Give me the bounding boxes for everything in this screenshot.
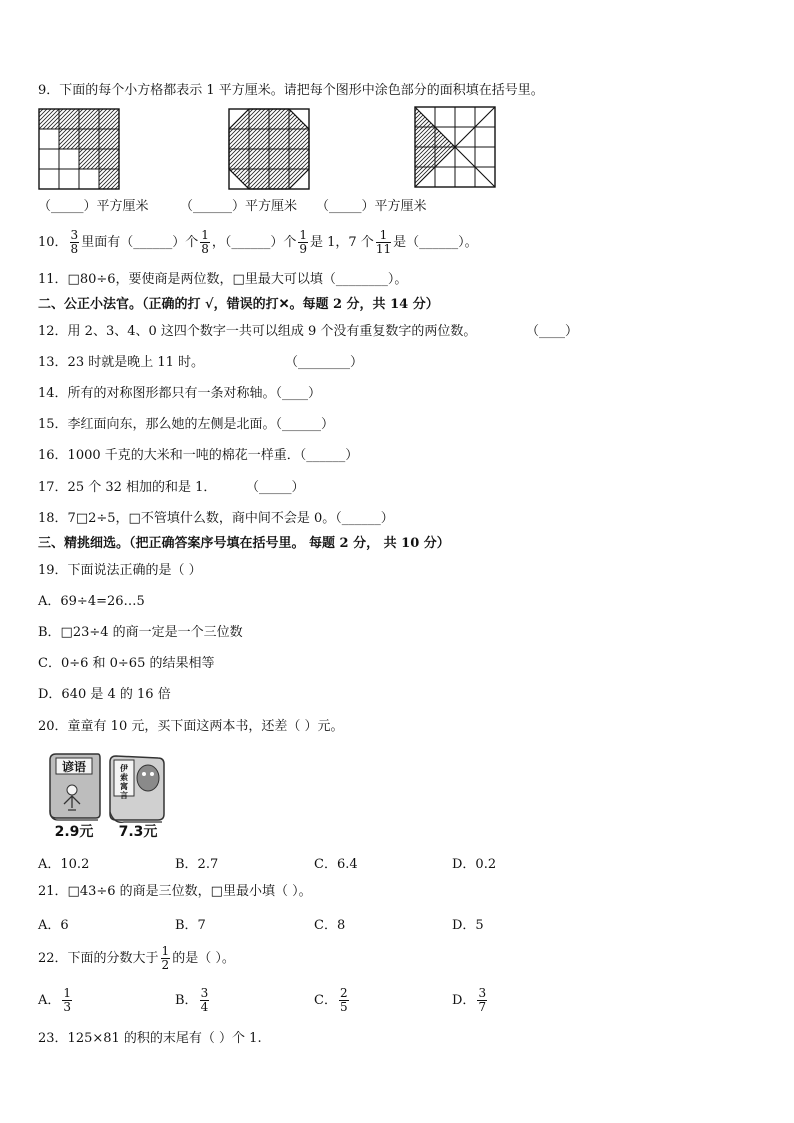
- q10-f1-denominator: 8: [201, 242, 209, 256]
- svg-text:寓: 寓: [120, 782, 128, 791]
- q13-text: 13．23 时就是晚上 11 时。: [38, 355, 205, 370]
- q10-part-4[interactable]: 是（______）。: [393, 235, 478, 250]
- q22-option-b-numerator: 3: [200, 986, 209, 1000]
- q15-text[interactable]: 15．李红面向东，那么她的左侧是北面。（______）: [38, 417, 335, 432]
- q10-line: [38, 228, 478, 258]
- q10-f2-denominator: 9: [299, 242, 307, 256]
- q22-option-a-denominator: 3: [63, 1000, 72, 1014]
- q9-answer-3[interactable]: （_____）平方厘米: [316, 199, 427, 214]
- q10-f3-denominator: 11: [375, 242, 392, 256]
- q22-option-a[interactable]: [38, 986, 74, 1016]
- q14-text[interactable]: 14．所有的对称图形都只有一条对称轴。（____）: [38, 386, 322, 401]
- section-3-heading: 三、精挑细选。（把正确答案序号填在括号里。 每题 2 分， 共 10 分）: [38, 536, 450, 551]
- q22-text: [38, 944, 235, 974]
- q10-f0-denominator: 8: [70, 242, 79, 256]
- q21-option-b[interactable]: B．7: [175, 918, 206, 933]
- q12-text: 12．用 2、3、4、0 这四个数字一共可以组成 9 个没有重复数字的两位数。: [38, 324, 477, 339]
- book2-price: 7.3元: [118, 824, 158, 840]
- book-proverbs-icon: [50, 754, 100, 820]
- q22-pre: 22．下面的分数大于: [38, 951, 159, 966]
- q20-option-b[interactable]: B．2.7: [175, 857, 219, 872]
- q22-option-d-fraction: [477, 987, 487, 1014]
- q16-text[interactable]: 16．1000 千克的大米和一吨的棉花一样重．（______）: [38, 448, 359, 463]
- q23-text[interactable]: 23．125×81 的积的末尾有（ ）个 1.: [38, 1031, 262, 1046]
- q10-fraction-3: [298, 229, 308, 256]
- book2-title: 伊索寓言: [44, 752, 48, 753]
- q19-text: 19．下面说法正确的是（ ）: [38, 563, 202, 578]
- q22-post: 的是（ ）。: [172, 951, 235, 966]
- q22-option-a-label: A．: [38, 993, 61, 1008]
- q22-option-a-numerator: 1: [63, 986, 72, 1000]
- q10-part-1[interactable]: 里面有（______）个: [81, 235, 199, 250]
- q22-denominator: 2: [161, 958, 170, 972]
- q17-blank[interactable]: （_____）: [246, 480, 305, 495]
- q9-figure-2: [228, 108, 310, 190]
- q21-option-c[interactable]: C．8: [314, 918, 346, 933]
- q22-option-c-label: C．: [314, 993, 337, 1008]
- q19-option-a[interactable]: A．69÷4=26…5: [38, 594, 145, 609]
- book1-title: 谚语: [61, 760, 87, 774]
- q17-text: 17．25 个 32 相加的和是 1．: [38, 480, 217, 495]
- q22-option-d[interactable]: [452, 986, 489, 1016]
- q10-part-3: 是 1，7 个: [310, 235, 374, 250]
- q22-option-b-denominator: 4: [200, 1000, 209, 1014]
- q22-numerator: 1: [161, 944, 170, 958]
- q22-option-b-fraction: [200, 987, 210, 1014]
- q20-book-illustration: [44, 752, 174, 840]
- q22-fraction: [161, 945, 171, 972]
- q10-fraction-4: [376, 229, 391, 256]
- book1-price: 2.9元: [54, 824, 94, 840]
- q20-option-a[interactable]: A．10.2: [38, 857, 90, 872]
- q21-text: 21．□43÷6 的商是三位数，□里最小填（ ）。: [38, 884, 312, 899]
- q10-f1-numerator: 1: [201, 228, 209, 242]
- q22-option-d-denominator: 7: [478, 1000, 487, 1014]
- q10-f3-numerator: 1: [376, 229, 391, 243]
- q10-part-2[interactable]: ，（______）个: [211, 235, 297, 250]
- q20-option-c[interactable]: C．6.4: [314, 857, 358, 872]
- q9-figure-1: [38, 108, 120, 190]
- q9-figure-3: [414, 106, 496, 188]
- q22-option-d-numerator: 3: [478, 986, 487, 1000]
- q22-option-c-fraction: [339, 987, 349, 1014]
- q19-option-c[interactable]: C．0÷6 和 0÷65 的结果相等: [38, 656, 215, 671]
- q22-option-d-label: D．: [452, 993, 476, 1008]
- q22-option-c-denominator: 5: [339, 1000, 348, 1014]
- q10-part-0: 10．: [38, 235, 68, 250]
- q9-text: 9．下面的每个小方格都表示 1 平方厘米。请把每个图形中涂色部分的面积填在括号里。: [38, 83, 544, 98]
- q10-f2-numerator: 1: [299, 228, 307, 242]
- q9-answer-2[interactable]: （______）平方厘米: [180, 199, 298, 214]
- q18-text[interactable]: 18．7□2÷5，□不管填什么数，商中间不会是 0。（______）: [38, 511, 394, 526]
- svg-text:索: 索: [120, 773, 128, 782]
- svg-text:伊: 伊: [120, 764, 128, 773]
- q10-fraction-1: [70, 229, 80, 256]
- q13-blank[interactable]: （________）: [285, 355, 364, 370]
- section-2-heading: 二、公正小法官。（正确的打 √，错误的打✕。每题 2 分，共 14 分）: [38, 297, 439, 312]
- q19-option-b[interactable]: B．□23÷4 的商一定是一个三位数: [38, 625, 243, 640]
- q10-f0-numerator: 3: [70, 228, 79, 242]
- q22-option-a-fraction: [62, 987, 72, 1014]
- q22-option-b-label: B．: [175, 993, 198, 1008]
- q20-option-d[interactable]: D．0.2: [452, 857, 497, 872]
- q19-option-d[interactable]: D．640 是 4 的 16 倍: [38, 687, 171, 702]
- svg-text:言: 言: [120, 791, 128, 800]
- q22-option-c[interactable]: [314, 986, 351, 1016]
- q11-text[interactable]: 11．□80÷6，要使商是两位数，□里最大可以填（________）。: [38, 272, 408, 287]
- q22-option-c-numerator: 2: [339, 986, 348, 1000]
- q10-fraction-2: [200, 229, 210, 256]
- q21-option-a[interactable]: A．6: [38, 918, 69, 933]
- q9-answer-1[interactable]: （_____）平方厘米: [38, 199, 149, 214]
- q22-option-b[interactable]: [175, 986, 211, 1016]
- q20-text: 20．童童有 10 元，买下面这两本书，还差（ ）元。: [38, 719, 344, 734]
- q21-option-d[interactable]: D．5: [452, 918, 484, 933]
- q12-blank[interactable]: （____）: [526, 324, 579, 339]
